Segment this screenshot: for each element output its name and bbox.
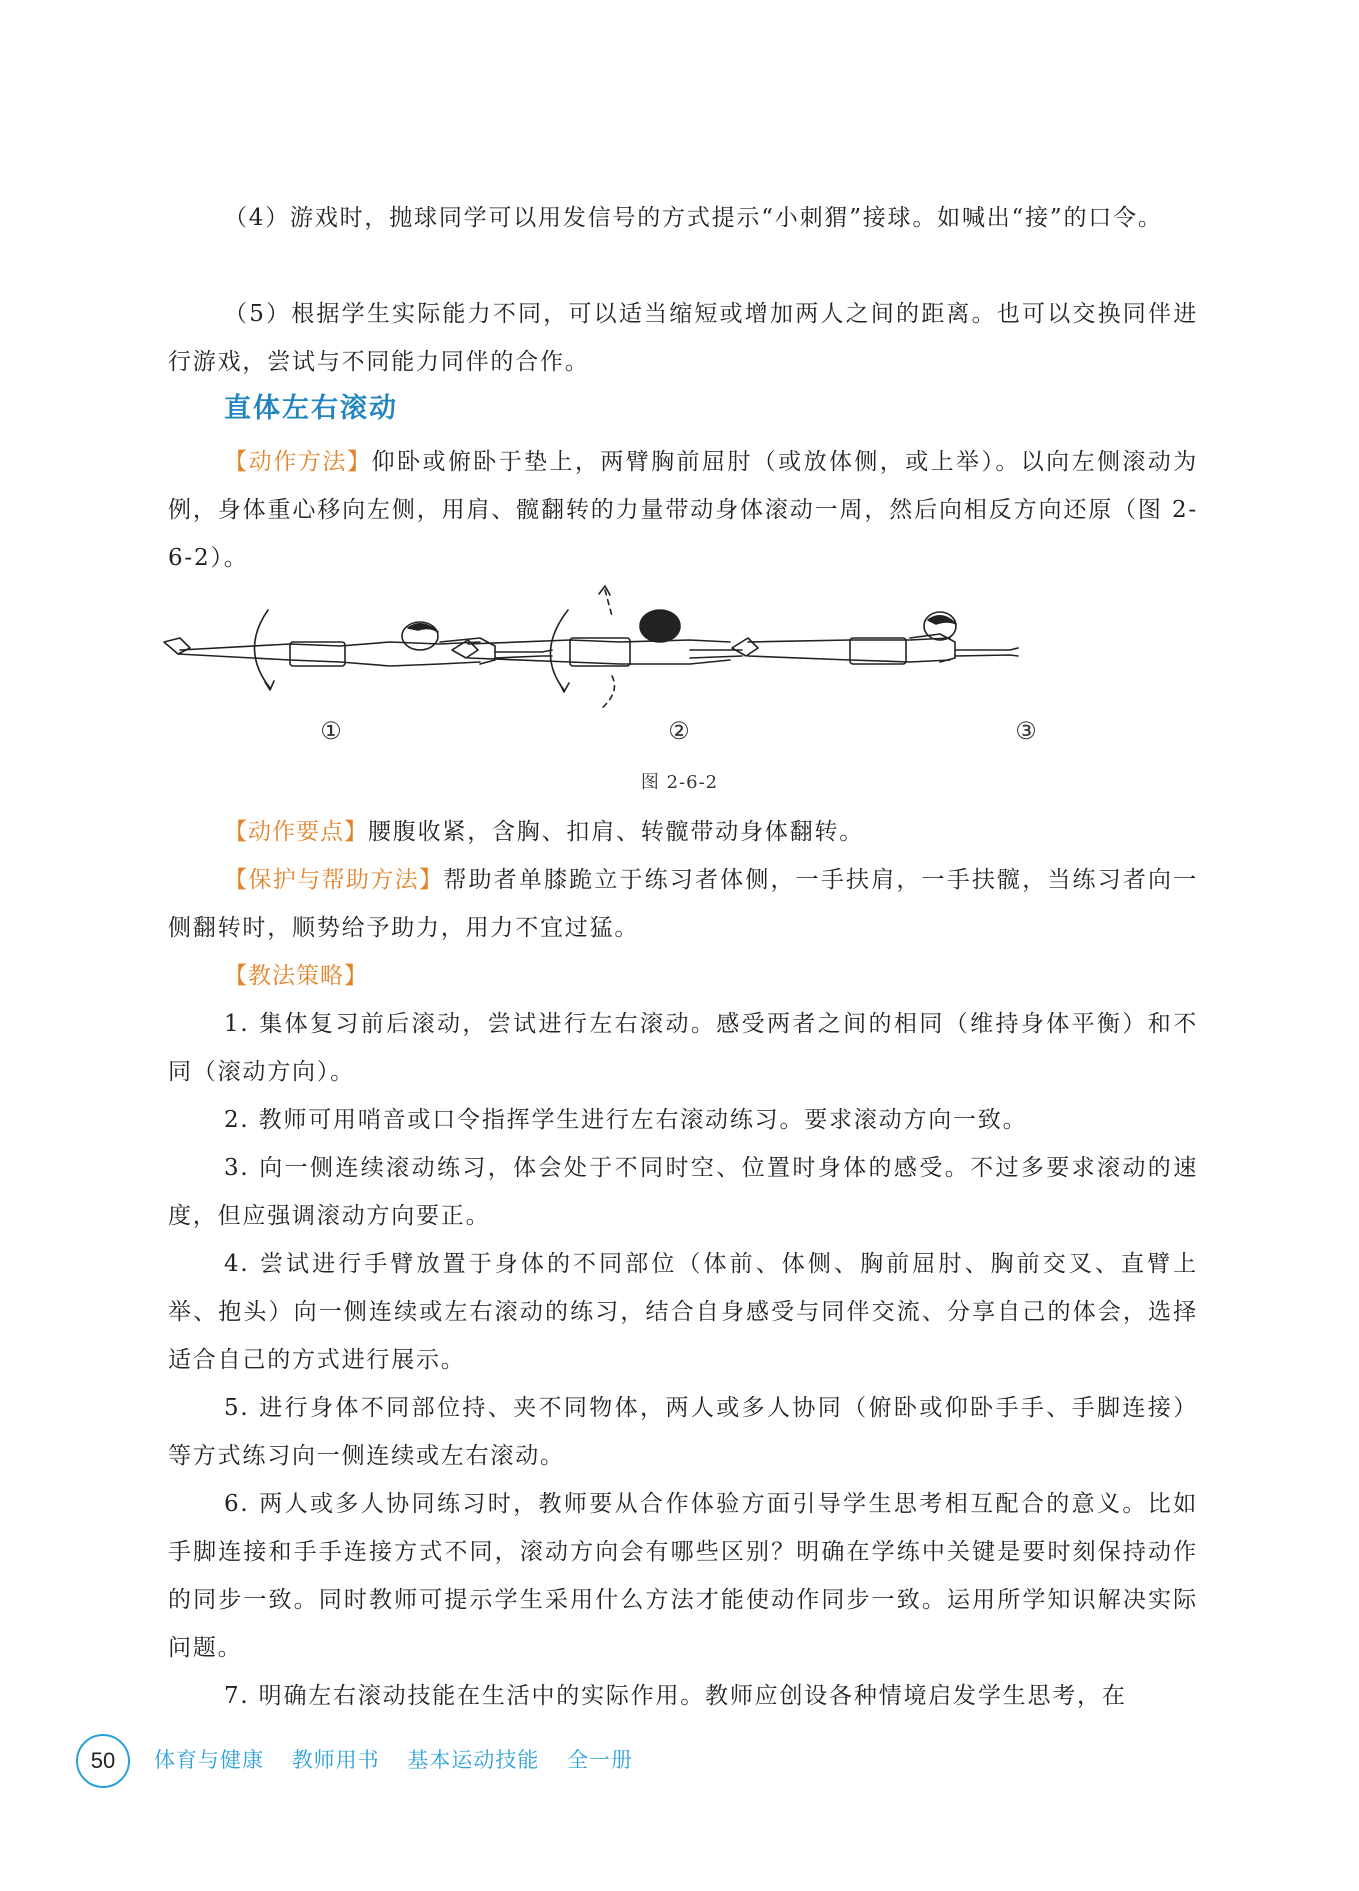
method-tag: 【动作方法】	[224, 449, 372, 475]
strategy-item-7: 7. 明确左右滚动技能在生活中的实际作用。教师应创设各种情境启发学生思考，在	[224, 1683, 1127, 1709]
key-points-tag: 【动作要点】	[224, 819, 368, 845]
footer-book-type: 教师用书	[291, 1748, 380, 1772]
strategy-item-5: 5. 进行身体不同部位持、夹不同物体，两人或多人协同（俯卧或仰卧手手、手脚连接）等方式练习向一侧连续或左右滚动。	[168, 1395, 1198, 1469]
protection-tag: 【保护与帮助方法】	[224, 867, 444, 893]
method-text: 仰卧或俯卧于垫上，两臂胸前屈肘（或放体侧，或上举）。以向左侧滚动为例，身体重心移向左侧，用肩、髋翻转的力量带动身体滚动一周，然后向相反方向还原（图 2-6-2）。	[168, 449, 1199, 571]
strategy-heading	[168, 952, 1198, 1000]
page-number: 50	[76, 1734, 130, 1788]
method-paragraph	[168, 438, 1198, 582]
paragraph-4: （4）游戏时，抛球同学可以用发信号的方式提示“小刺猬”接球。如喊出“接”的口令。	[224, 205, 1163, 231]
strategy-item-4: 4. 尝试进行手臂放置于身体的不同部位（体前、体侧、胸前屈肘、胸前交叉、直臂上举、抱头）向一侧连续或左右滚动的练习，结合自身感受与同伴交流、分享自己的体会，选择适合自己的方式进行展示。	[168, 1251, 1198, 1373]
figure-label-1: ①	[320, 717, 342, 745]
footer-volume: 全一册	[567, 1748, 634, 1772]
protection-text: 帮助者单膝跪立于练习者体侧，一手扶肩，一手扶髋，当练习者向一侧翻转时，顺势给予助力，用力不宜过猛。	[168, 867, 1199, 941]
figure-label-3: ③	[1015, 717, 1037, 745]
figure-label-2: ②	[668, 717, 690, 745]
strategy-item-3: 3. 向一侧连续滚动练习，体会处于不同时空、位置时身体的感受。不过多要求滚动的速度，但应强调滚动方向要正。	[168, 1155, 1198, 1229]
strategy-tag: 【教法策略】	[224, 963, 368, 989]
strategy-item-6: 6. 两人或多人协同练习时，教师要从合作体验方面引导学生思考相互配合的意义。比如手脚连接和手手连接方式不同，滚动方向会有哪些区别？明确在学练中关键是要时刻保持动作的同步一致。同时教师可提示学生采用什么方法才能使动作同步一致。运用所学知识解决实际问题。	[168, 1491, 1198, 1661]
protection-paragraph	[168, 856, 1198, 952]
figure-caption: 图 2-6-2	[640, 772, 719, 793]
section-title: 直体左右滚动	[224, 393, 398, 424]
strategy-item-2: 2. 教师可用哨音或口令指挥学生进行左右滚动练习。要求滚动方向一致。	[224, 1107, 1028, 1133]
footer-book-info	[154, 1744, 653, 1774]
footer-subject: 基本运动技能	[407, 1748, 540, 1772]
footer-book-title: 体育与健康	[154, 1748, 264, 1772]
strategy-item-1: 1. 集体复习前后滚动，尝试进行左右滚动。感受两者之间的相同（维持身体平衡）和不同（滚动方向）。	[168, 1011, 1198, 1085]
paragraph-5: （5）根据学生实际能力不同，可以适当缩短或增加两人之间的距离。也可以交换同伴进行游戏，尝试与不同能力同伴的合作。	[168, 301, 1198, 375]
key-points-paragraph	[168, 808, 1198, 856]
key-points-text: 腰腹收紧，含胸、扣肩、转髋带动身体翻转。	[368, 819, 864, 845]
body-figure-3	[732, 612, 1018, 664]
